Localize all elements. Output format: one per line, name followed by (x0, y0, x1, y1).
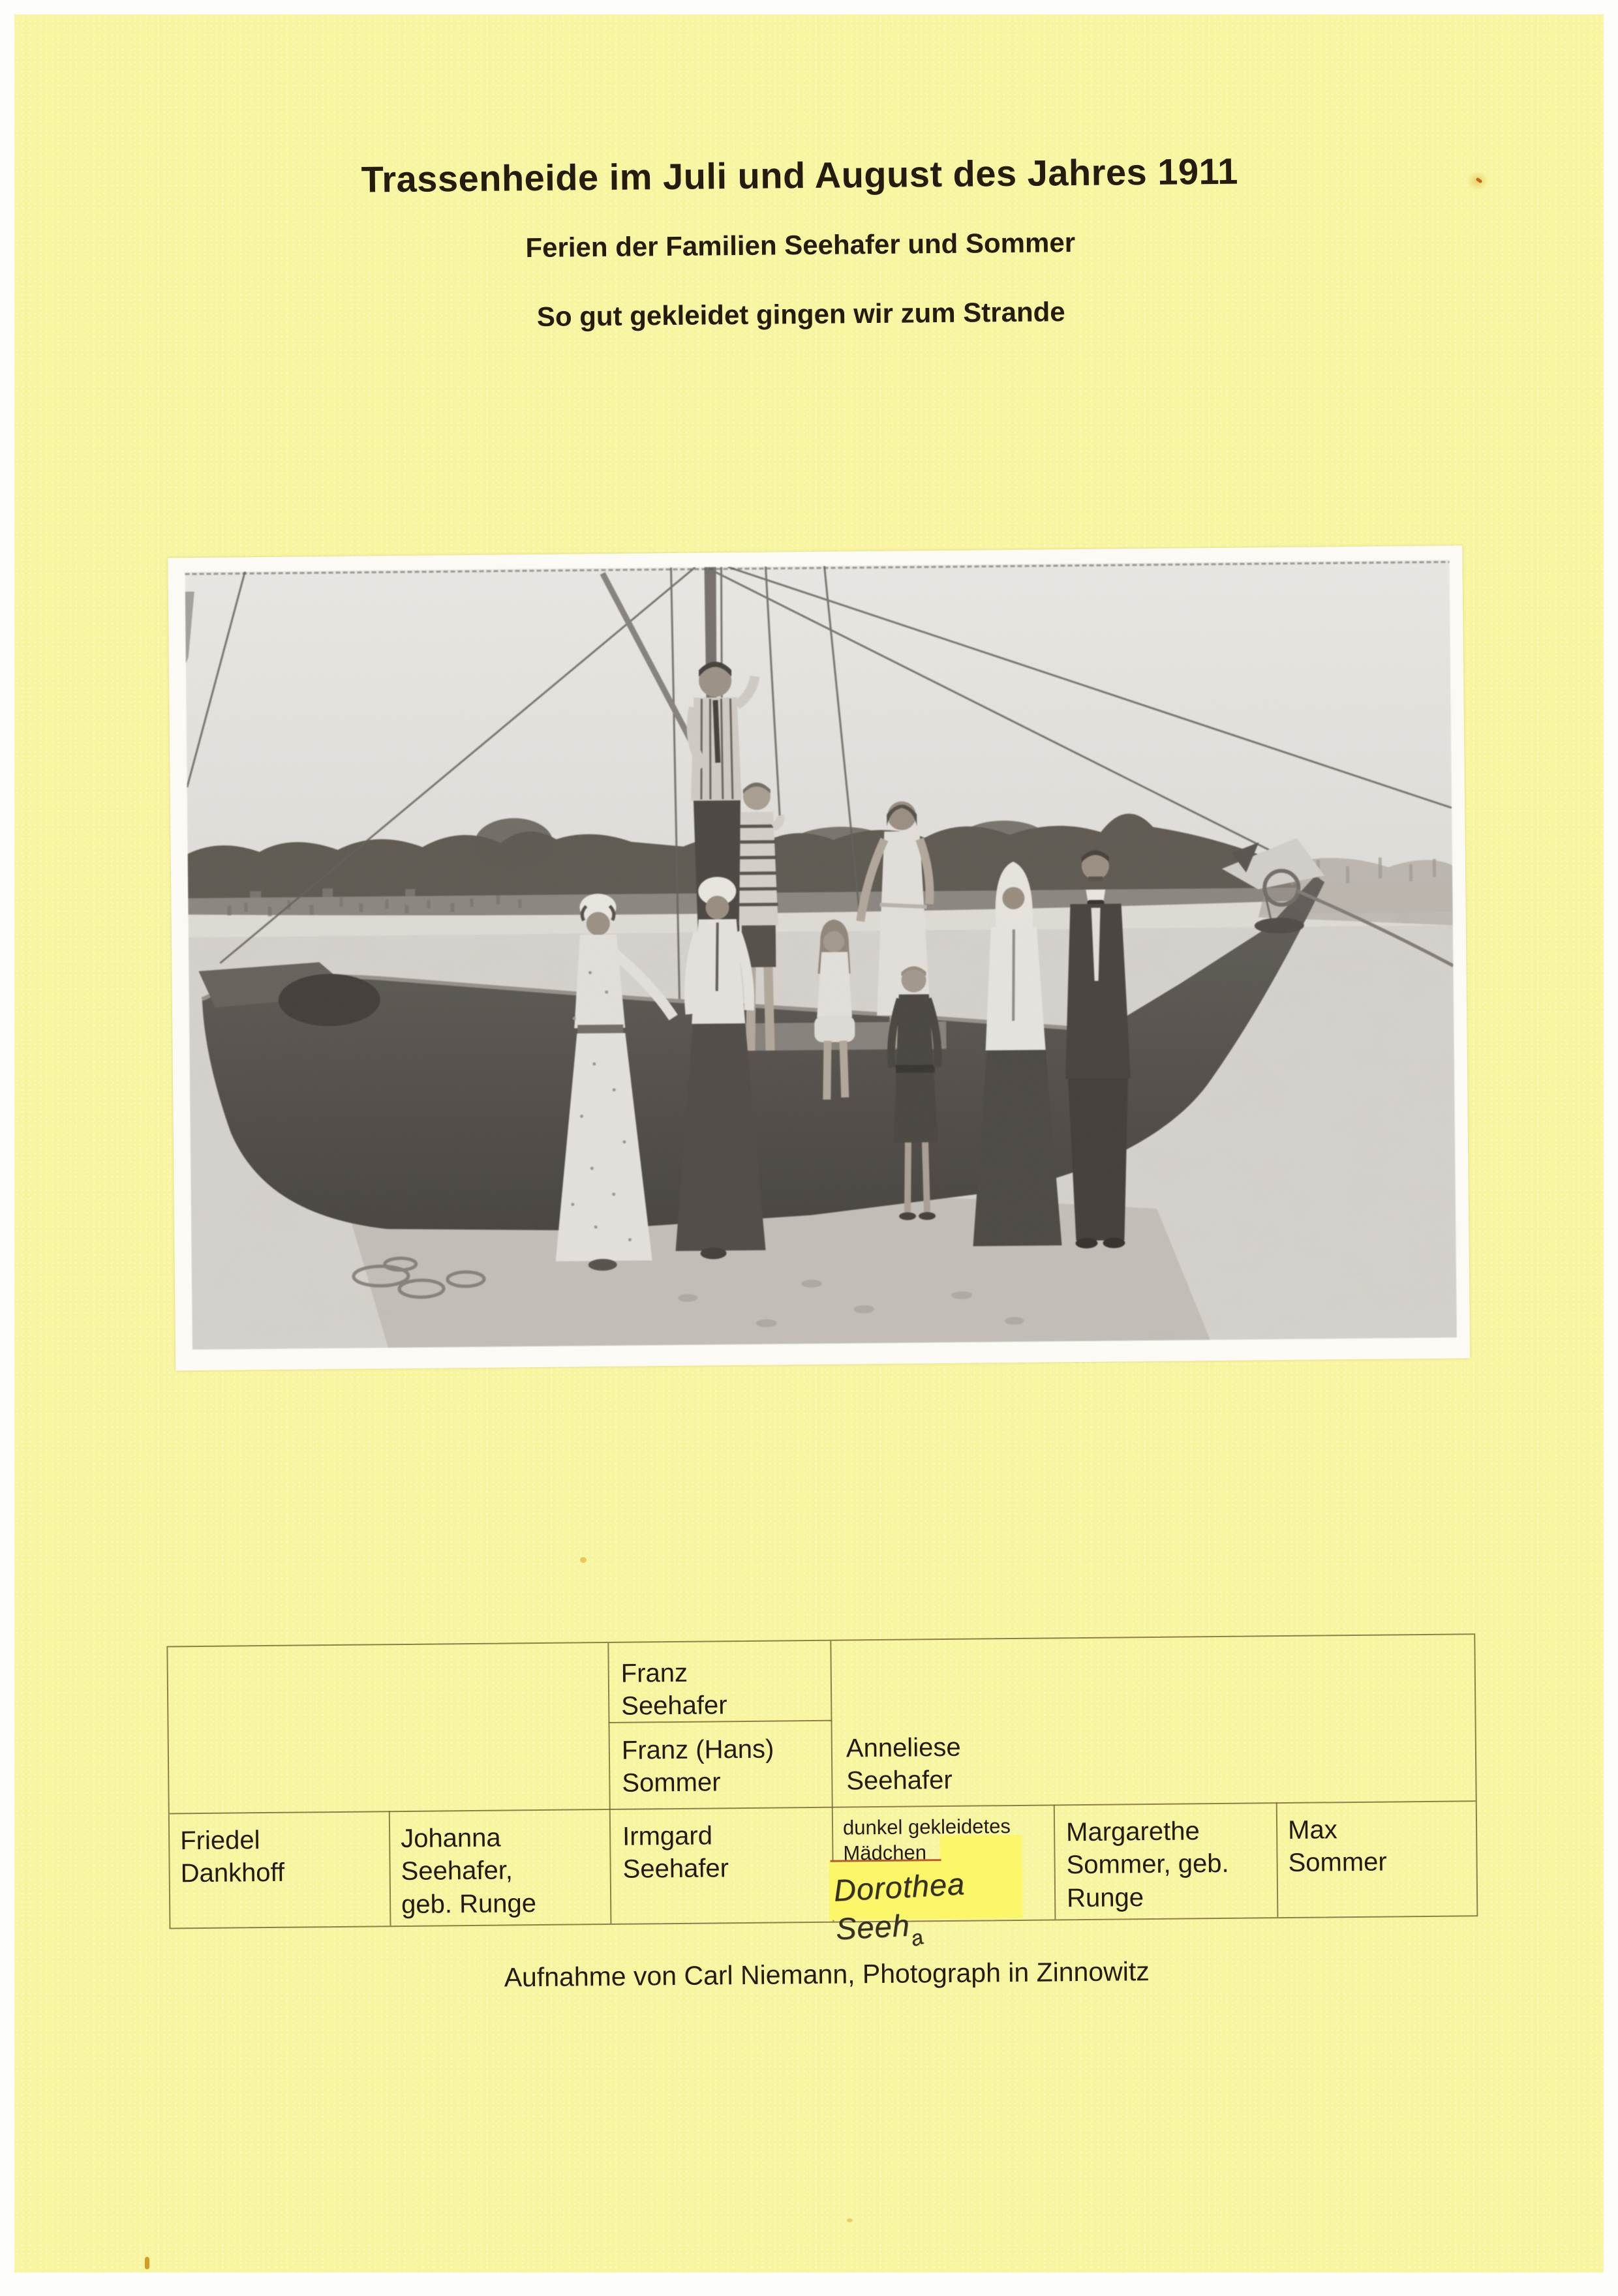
subtitle-families: Ferien der Familien Seehafer und Sommer (0, 222, 1610, 269)
cell-anneliese-seehafer: Anneliese Seehafer (846, 1730, 1108, 1798)
page-title: Trassenheide im Juli und August des Jahres 1911 (0, 146, 1609, 204)
cell-dark-girl-printed: dunkel gekleidetes Mädchen (843, 1814, 1039, 1866)
photo-backing-paper (168, 545, 1470, 1370)
cell-max-sommer: Max Sommer (1288, 1812, 1471, 1879)
grid-line (607, 1643, 611, 1924)
grid-line (170, 1800, 1476, 1814)
scan-speck (847, 2218, 853, 2222)
grid-line (389, 1811, 391, 1926)
cell-friedel-dankhoff: Friedel Dankhoff (180, 1822, 376, 1890)
scan-speck (580, 1557, 587, 1563)
family-boat-photo-art (185, 560, 1457, 1350)
handwritten-name: Dorothea Seeh (832, 1866, 966, 1946)
photo-caption: Aufnahme von Carl Niemann, Photograph in Zinnowitz (8, 1952, 1618, 1998)
cell-johanna-seehafer: Johanna Seehafer, geb. Runge (401, 1820, 597, 1921)
cell-margarethe-sommer: Margarethe Sommer, geb. Runge (1066, 1814, 1269, 1914)
cell-franz-hans-sommer: Franz (Hans) Sommer (622, 1732, 818, 1800)
photo-tint (185, 560, 1457, 1350)
grid-line (1054, 1804, 1056, 1919)
names-table (166, 1633, 1478, 1929)
cell-irmgard-seehafer: Irmgard Seehafer (622, 1819, 819, 1886)
family-boat-photo (185, 560, 1457, 1350)
grid-line (1276, 1802, 1279, 1917)
scan-speck (1467, 171, 1489, 190)
handwritten-name-tail: a (907, 1923, 927, 1952)
cell-dark-girl-handwritten (832, 1860, 1045, 1948)
subtitle-motto: So gut gekleidet gingen wir zum Strande (0, 291, 1610, 338)
scan-speck (145, 2257, 149, 2269)
cell-franz-seehafer: Franz Seehafer (621, 1655, 817, 1723)
